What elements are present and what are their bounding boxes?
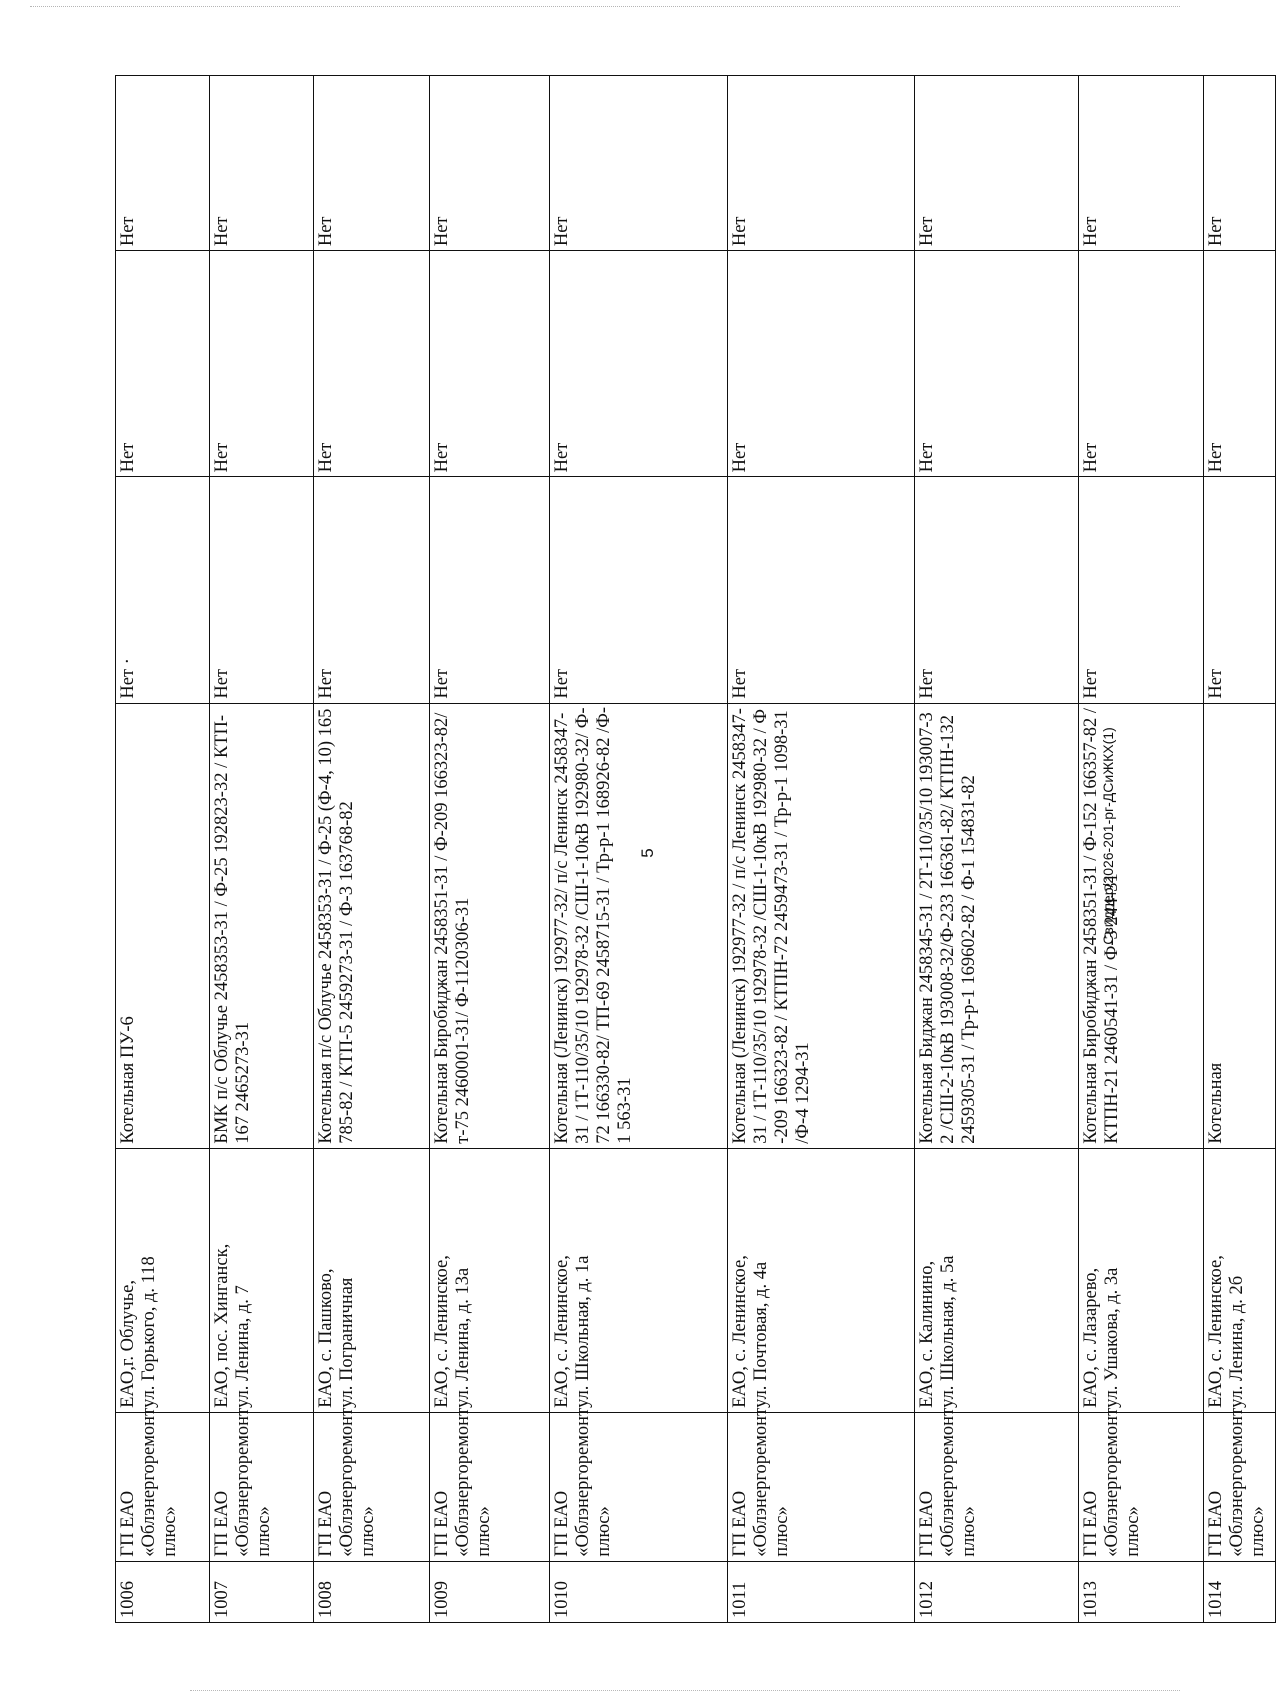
cell-address: ЕАО, с. Пашково, ул. Пограничная	[314, 1148, 430, 1412]
cell-address: ЕАО, с. Калинино, ул. Школьная, д. 5а	[915, 1148, 1079, 1412]
cell-flag-1: Нет	[430, 477, 550, 703]
table-row	[210, 76, 314, 1623]
cell-number: 1011	[728, 1561, 915, 1622]
cell-number: 1009	[430, 1561, 550, 1622]
table-row	[728, 76, 915, 1623]
cell-flag-3: Нет	[1204, 76, 1276, 251]
cell-organization: ГП ЕАО «Облэнергоремонт плюс»	[915, 1412, 1079, 1561]
cell-number: 1013	[1079, 1561, 1204, 1622]
cell-number: 1006	[116, 1561, 210, 1622]
table-row	[1079, 76, 1204, 1623]
cell-organization: ГП ЕАО «Облэнергоремонт плюс»	[1204, 1412, 1276, 1561]
table-row	[1204, 76, 1276, 1623]
cell-flag-1: Нет	[1204, 477, 1276, 703]
cell-flag-1: Нет	[728, 477, 915, 703]
cell-flag-2: Нет	[728, 251, 915, 477]
cell-address: ЕАО, пос. Хинганск, ул. Ленина, д. 7	[210, 1148, 314, 1412]
cell-number: 1008	[314, 1561, 430, 1622]
cell-organization: ГП ЕАО «Облэнергоремонт плюс»	[1079, 1412, 1204, 1561]
cell-flag-1: Нет	[210, 477, 314, 703]
cell-address: ЕАО, с. Ленинское, ул. Ленина, д. 2б	[1204, 1148, 1276, 1412]
cell-flag-3: Нет	[550, 76, 728, 251]
cell-flag-3: Нет	[116, 76, 210, 251]
cell-number: 1010	[550, 1561, 728, 1622]
cell-flag-3: Нет	[915, 76, 1079, 251]
cell-organization: ГП ЕАО «Облэнергоремонт плюс»	[430, 1412, 550, 1561]
footer-code: Свидлер/2026-201-рг-ДСиЖКХ(1)	[1100, 727, 1116, 945]
cell-object: Котельная п/с Облучье 2458353-31 / Ф-25 (Ф-4, 10) 165785-82 / КТП-5 2459273-31 / Ф-3 163768-82	[314, 703, 430, 1148]
cell-flag-1: Нет ·	[116, 477, 210, 703]
cell-flag-3: Нет	[210, 76, 314, 251]
table-row	[915, 76, 1079, 1623]
cell-flag-1: Нет	[1079, 477, 1204, 703]
cell-flag-1: Нет	[314, 477, 430, 703]
cell-number: 1007	[210, 1561, 314, 1622]
cell-address: ЕАО,г. Облучье, ул. Горького, д. 118	[116, 1148, 210, 1412]
cell-flag-2: Нет	[116, 251, 210, 477]
rotated-table-frame	[115, 75, 1268, 1623]
cell-organization: ГП ЕАО «Облэнергоремонт плюс»	[728, 1412, 915, 1561]
cell-address: ЕАО, с. Ленинское, ул. Школьная, д. 1а	[550, 1148, 728, 1412]
cell-organization: ГП ЕАО «Облэнергоремонт плюс»	[314, 1412, 430, 1561]
cell-flag-3: Нет	[1079, 76, 1204, 251]
cell-flag-2: Нет	[550, 251, 728, 477]
cell-object: Котельная Биробиджан 2458351-31 / Ф-209 166323-82/т-75 2460001-31/ Ф-1120306-31	[430, 703, 550, 1148]
cell-number: 1012	[915, 1561, 1079, 1622]
cell-address: ЕАО, с. Лазарево, ул. Ушакова, д. 3а	[1079, 1148, 1204, 1412]
cell-organization: ГП ЕАО «Облэнергоремонт плюс»	[550, 1412, 728, 1561]
table-row	[430, 76, 550, 1623]
cell-object: Котельная Биджан 2458345-31 / 2Т-110/35/10 193007-32 /СШ-2-10кВ 193008-32/Ф-233 166361-82/ КТПН-132 2459305-31 / Тр-р-1 169602-82 / Ф-1 154831-82	[915, 703, 1079, 1148]
page-number: 5	[638, 848, 657, 858]
cell-flag-2: Нет	[210, 251, 314, 477]
cell-flag-2: Нет	[1079, 251, 1204, 477]
cell-object: БМК п/с Облучье 2458353-31 / Ф-25 192823-32 / КТП-167 2465273-31	[210, 703, 314, 1148]
table-row	[314, 76, 430, 1623]
cell-flag-2: Нет	[915, 251, 1079, 477]
table-row	[116, 76, 210, 1623]
cell-flag-2: Нет	[1204, 251, 1276, 477]
cell-flag-2: Нет	[314, 251, 430, 477]
scan-edge-top	[30, 6, 1180, 8]
cell-organization: ГП ЕАО «Облэнергоремонт плюс»	[210, 1412, 314, 1561]
cell-flag-3: Нет	[728, 76, 915, 251]
cell-organization: ГП ЕАО «Облэнергоремонт плюс»	[116, 1412, 210, 1561]
cell-flag-1: Нет	[915, 477, 1079, 703]
cell-object: Котельная (Ленинск) 192977-32 / п/с Ленинск 2458347-31 / 1Т-110/35/10 192978-32 /СШ-1-10кВ 192980-32 / Ф-209 166323-82 / КТПН-72 2459473-31 / Тр-р-1 1098-31 /Ф-4 1294-31	[728, 703, 915, 1148]
cell-address: ЕАО, с. Ленинское, ул. Почтовая, д. 4а	[728, 1148, 915, 1412]
cell-object: Котельная ПУ-6	[116, 703, 210, 1148]
cell-flag-3: Нет	[430, 76, 550, 251]
cell-flag-1: Нет	[550, 477, 728, 703]
cell-object: Котельная (Ленинск) 192977-32/ п/с Ленинск 2458347-31 / 1Т-110/35/10 192978-32 /СШ-1-10кВ 192980-32/ Ф-72 166330-82/ ТП-69 2458715-31 / Тр-р-1 168926-82 /Ф-1 563-31	[550, 703, 728, 1148]
table-row	[550, 76, 728, 1623]
cell-object: Котельная Биробиджан 2458351-31 / Ф-152 166357-82 / КТПН-21 2460541-31 / Ф-3 244-31	[1079, 703, 1204, 1148]
scan-edge-bottom	[190, 1690, 1180, 1692]
cell-flag-2: Нет	[430, 251, 550, 477]
registry-table-wrapper	[115, 75, 1268, 1623]
cell-address: ЕАО, с. Ленинское, ул. Ленина, д. 13а	[430, 1148, 550, 1412]
cell-number: 1014	[1204, 1561, 1276, 1622]
cell-object: Котельная	[1204, 703, 1276, 1148]
cell-flag-3: Нет	[314, 76, 430, 251]
